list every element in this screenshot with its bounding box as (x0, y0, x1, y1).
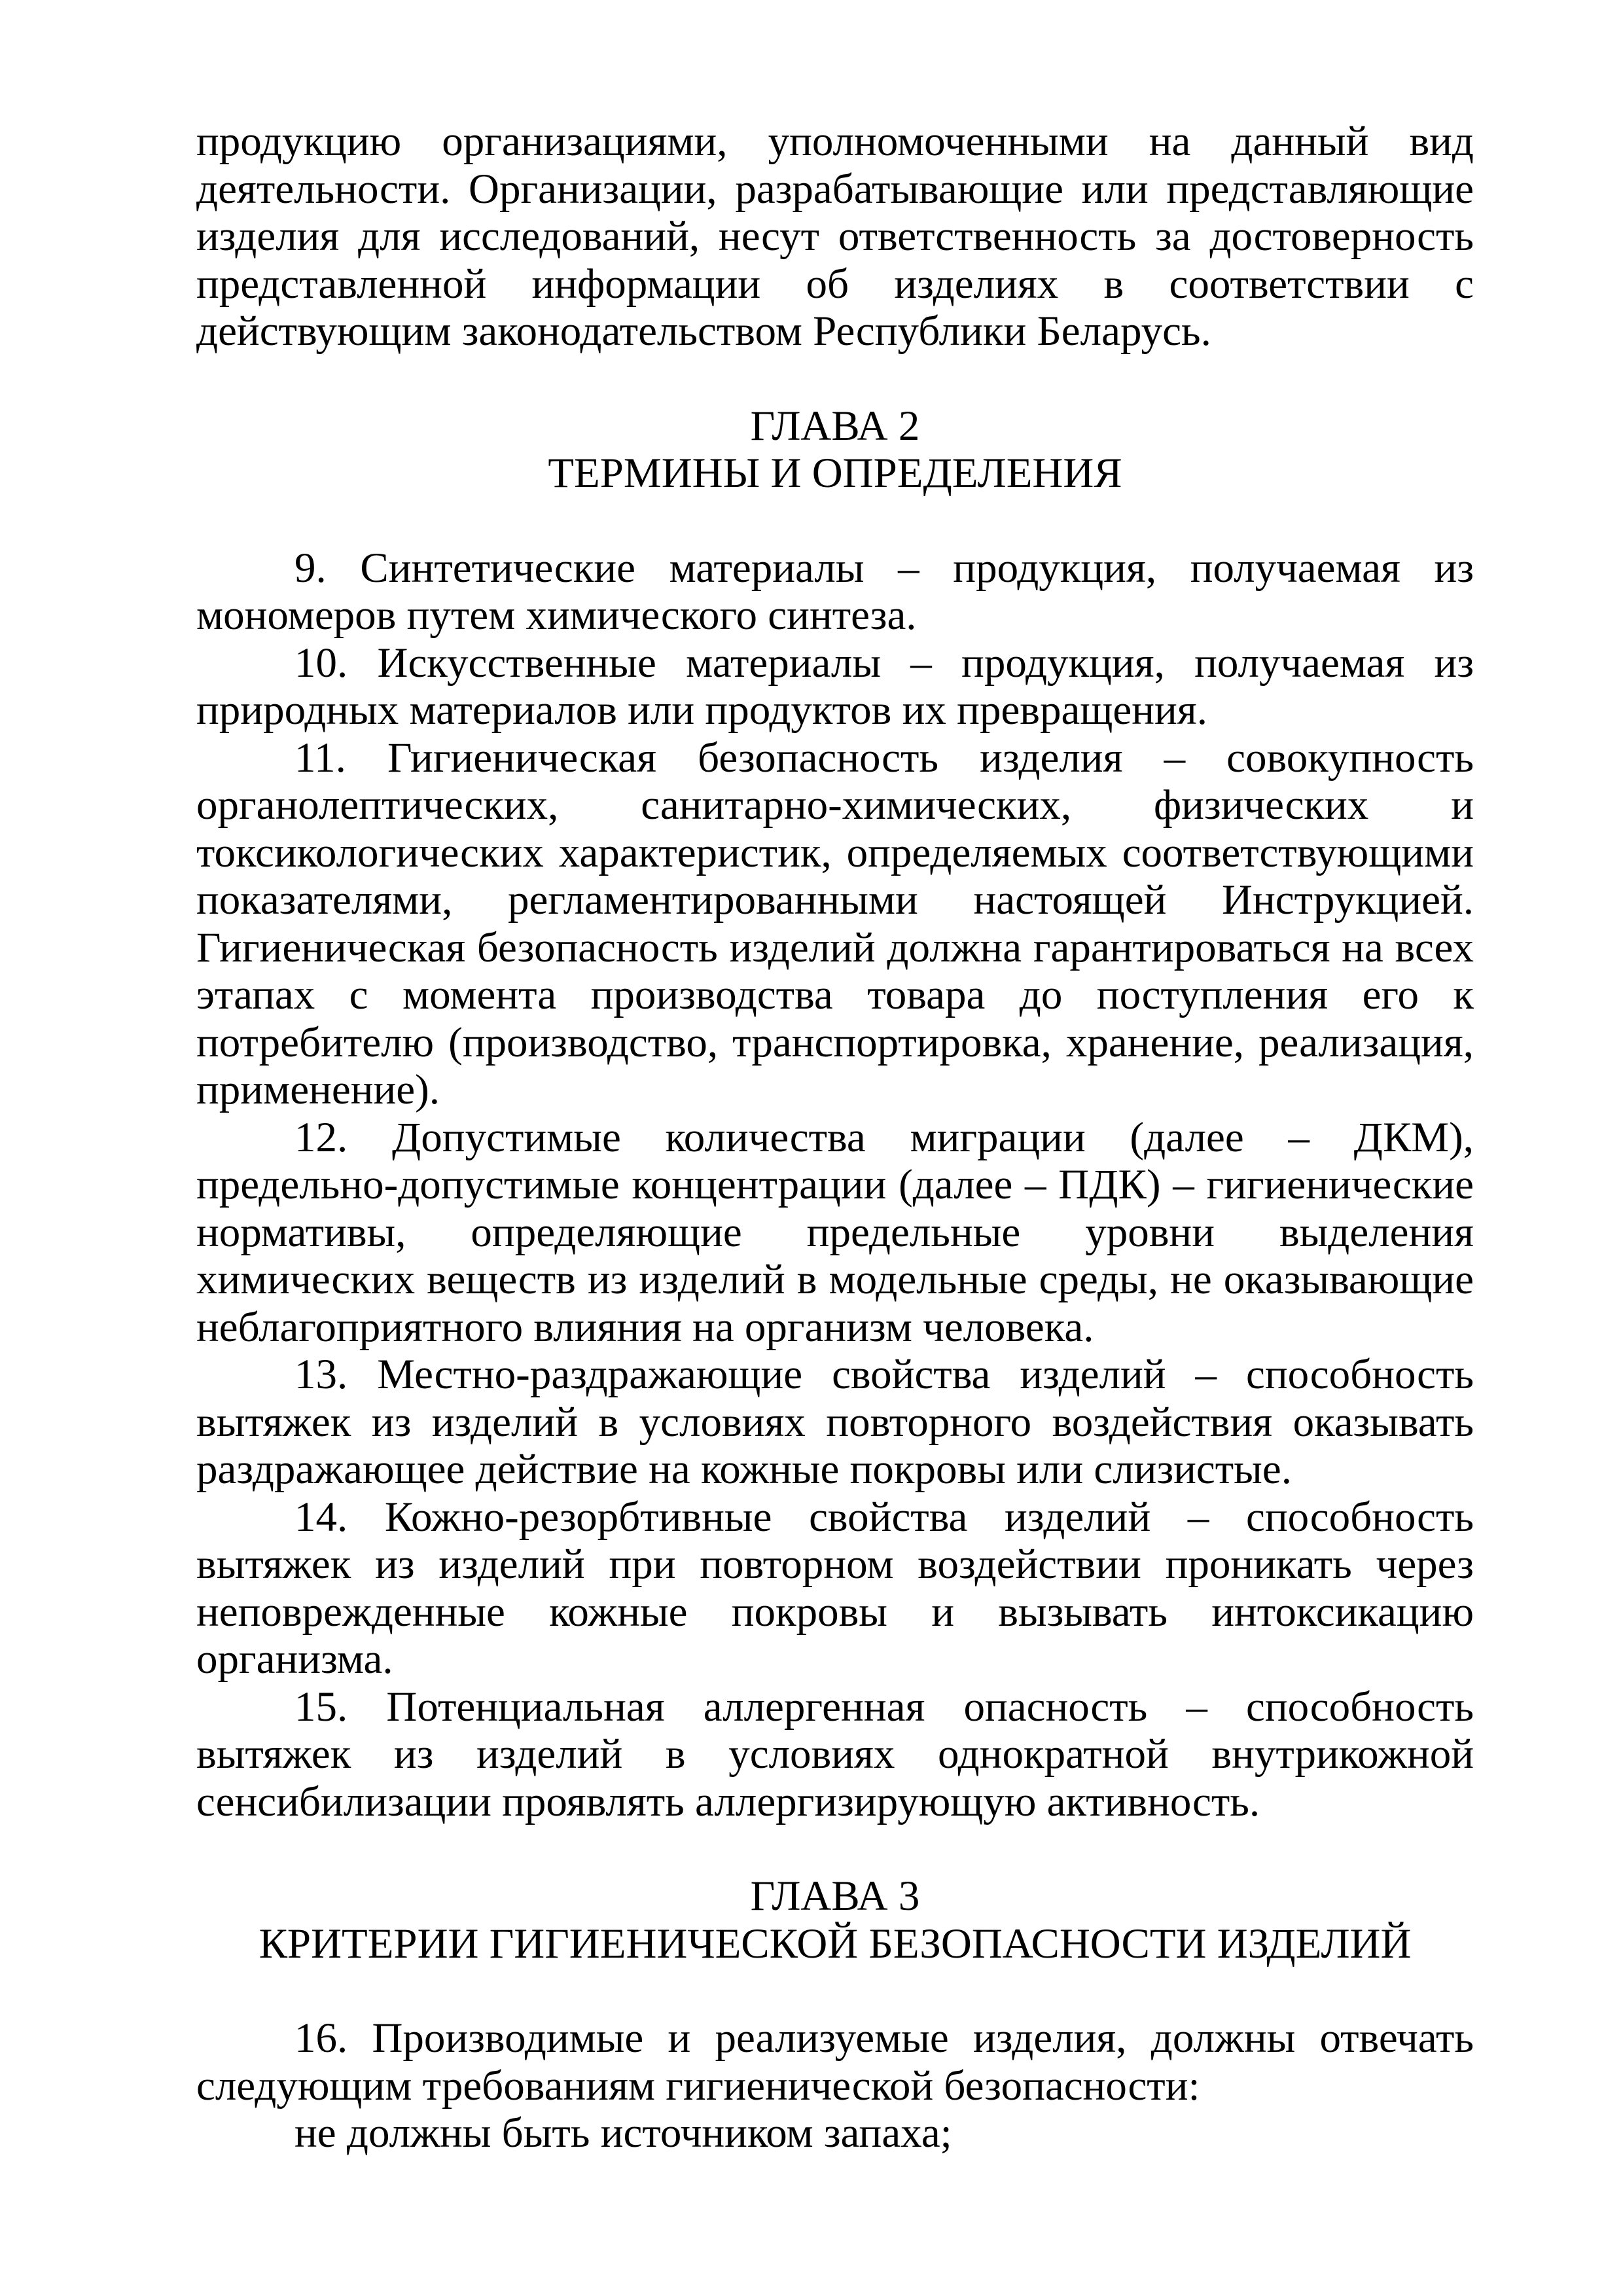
term-12-text: Допустимые количества миграции (далее – ДКМ), предельно-допустимые концентрации (далее – ПДК) – гигиенические нормативы, определяющие предельные уровни выделения химических веществ из изделий в модельные среды, не оказывающие неблагоприятного влияния на организм человека. (196, 1113, 1474, 1351)
criteria-item-1: не должны быть источником запаха; (294, 2109, 952, 2157)
chapter-3-label: ГЛАВА 3 (750, 1873, 920, 1920)
criteria-16 (196, 2015, 1474, 2109)
chapter-2-title: ТЕРМИНЫ И ОПРЕДЕЛЕНИЯ (548, 450, 1122, 497)
term-14 (196, 1494, 1474, 1683)
chapter-3-heading (196, 1873, 1474, 1967)
chapter-2-heading (196, 403, 1474, 497)
term-11 (196, 734, 1474, 1114)
term-9 (196, 545, 1474, 639)
term-15-text: Потенциальная аллергенная опасность – способность вытяжек из изделий в условиях однократной внутрикожной сенсибилизации проявлять аллергизирующую активность. (196, 1683, 1474, 1825)
term-12 (196, 1114, 1474, 1352)
term-12-number: 12. (294, 1113, 348, 1161)
term-13-number: 13. (294, 1351, 348, 1398)
term-10-number: 10. (294, 639, 348, 687)
term-14-number: 14. (294, 1493, 348, 1541)
chapter-2-label: ГЛАВА 2 (750, 402, 920, 450)
term-9-text: Синтетические материалы – продукция, получаемая из мономеров путем химического синтеза. (196, 544, 1474, 639)
term-15 (196, 1683, 1474, 1826)
term-13 (196, 1351, 1474, 1494)
term-11-text: Гигиеническая безопасность изделия – совокупность органолептических, санитарно-химических, физических и токсикологических характеристик, определяемых соответствующими показателями, регламентированными настоящей Инструкцией. Гигиеническая безопасность изделий должна гарантироваться на всех этапах с момента производства товара до поступления его к потребителю (производство, транспортировка, хранение, реализация, применение). (196, 734, 1474, 1113)
term-15-number: 15. (294, 1683, 348, 1731)
intro-paragraph: продукцию организациями, уполномоченными на данный вид деятельности. Организации, разрабатывающие или представляющие изделия для исследований, несут ответственность за достоверность представленной информации об изделиях в соответствии с действующим законодательством Республики Беларусь. (196, 118, 1474, 355)
term-13-text: Местно-раздражающие свойства изделий – способность вытяжек из изделий в условиях повторного воздействия оказывать раздражающее действие на кожные покровы или слизистые. (196, 1351, 1474, 1493)
term-11-number: 11. (294, 734, 346, 781)
term-10-text: Искусственные материалы – продукция, получаемая из природных материалов или продуктов их превращения. (196, 639, 1474, 734)
term-9-number: 9. (294, 544, 327, 592)
term-14-text: Кожно-резорбтивные свойства изделий – способность вытяжек из изделий при повторном воздействии проникать через неповрежденные кожные покровы и вызывать интоксикацию организма. (196, 1493, 1474, 1683)
document-page (196, 118, 1474, 2157)
term-10 (196, 639, 1474, 734)
criteria-16-number: 16. (294, 2015, 348, 2062)
criteria-16-text: Производимые и реализуемые изделия, должны отвечать следующим требованиям гигиенической безопасности: (196, 2015, 1474, 2109)
chapter-3-title: КРИТЕРИИ ГИГИЕНИЧЕСКОЙ БЕЗОПАСНОСТИ ИЗДЕЛИЙ (259, 1920, 1412, 1967)
